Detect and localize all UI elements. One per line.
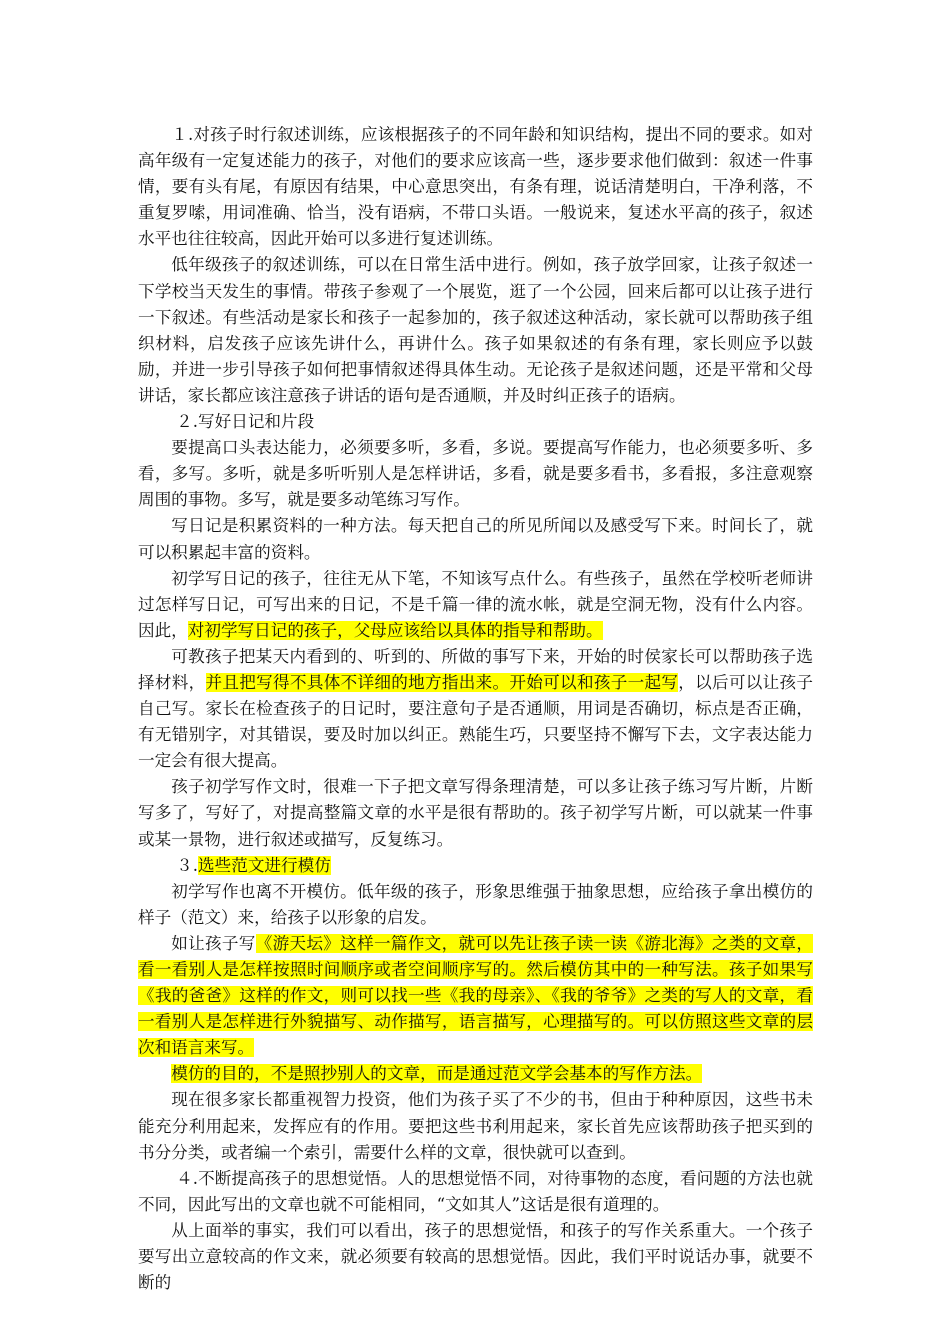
body-paragraph — [138, 879, 813, 931]
body-paragraph — [138, 644, 813, 774]
body-paragraph — [138, 1218, 813, 1296]
text-run: ３. — [176, 855, 199, 875]
section-heading-paragraph — [138, 1166, 813, 1218]
text-run: 从上面举的事实，我们可以看出，孩子的思想觉悟，和孩子的写作关系重大。一个孩子要写出立意较高的作文来，就必须要有较高的思想觉悟。因此，我们平时说话办事，就要不断的 — [138, 1220, 813, 1293]
section-heading-paragraph — [138, 409, 813, 435]
body-paragraph — [138, 1061, 813, 1087]
text-run: 初学写作也离不开模仿。低年级的孩子，形象思维强于抽象思想，应给孩子拿出模仿的样子（范文）来，给孩子以形象的启发。 — [138, 881, 813, 927]
text-run: 写日记是积累资料的一种方法。每天把自己的所见所闻以及感受写下来。时间长了，就可以积累起丰富的资料。 — [138, 516, 813, 562]
body-paragraph — [138, 122, 813, 252]
highlighted-text: 选些范文进行模仿 — [198, 855, 331, 875]
body-paragraph — [138, 1087, 813, 1165]
body-paragraph — [138, 566, 813, 644]
text-run: １.对孩子时行叙述训练，应该根据孩子的不同年龄和知识结构，提出不同的要求。如对高年级有一定复述能力的孩子，对他们的要求应该高一些，逐步要求他们做到：叙述一件事情，要有头有尾，有原因有结果，中心意思突出，有条有理，说话清楚明白，干净利落，不重复罗嗦，用词准确、恰当，没有语病，不带口头语。一般说来，复述水平高的孩子，叙述水平也往往较高，因此开始可以多进行复述训练。 — [138, 125, 813, 249]
text-run: 可教孩子把某天内看到的、听到的、所做的事写下来，开始的时侯家长可以帮助孩子选择材料， — [138, 646, 813, 692]
text-run: 孩子初学写作文时，很难一下子把文章写得条理清楚，可以多让孩子练习写片断，片断写多了，写好了，对提高整篇文章的水平是很有帮助的。孩子初学写片断，可以就某一件事或某一景物，进行叙述或描写，反复练习。 — [138, 777, 813, 849]
highlighted-text: 对初学写日记的孩子，父母应该给以具体的指导和帮助。 — [187, 620, 603, 640]
text-run: ，以后可以让孩子自己写。家长在检查孩子的日记时，要注意句子是否通顺，用词是否确切，标点是否正确，有无错别字，对其错误，要及时加以纠正。熟能生巧，只要坚持不懈写下去，文字表达能力一定会有很大提高。 — [138, 672, 814, 771]
body-paragraph — [138, 931, 813, 1061]
document-page — [138, 122, 813, 1296]
body-paragraph — [138, 435, 813, 513]
text-run: 如让孩子写 — [171, 933, 256, 953]
text-run: ２.写好日记和片段 — [176, 412, 315, 432]
highlighted-text: 并且把写得不具体不详细的地方指出来。开始可以和孩子一起写 — [205, 672, 679, 692]
text-run: ４.不断提高孩子的思想觉悟。人的思想觉悟不同，对待事物的态度，看问题的方法也就不同，因此写出的文章也就不可能相同，“文如其人”这话是很有道理的。 — [138, 1168, 813, 1214]
body-paragraph — [138, 252, 813, 409]
body-paragraph — [138, 774, 813, 852]
text-run: 初学写日记的孩子，往往无从下笔，不知该写点什么。有些孩子，虽然在学校听老师讲过怎样写日记，可写出来的日记，不是千篇一律的流水帐，就是空洞无物，没有什么内容。因此， — [138, 568, 813, 640]
text-run: 低年级孩子的叙述训练，可以在日常生活中进行。例如，孩子放学回家，让孩子叙述一下学校当天发生的事情。带孩子参观了一个展览，逛了一个公园，回来后都可以让孩子进行一下叙述。有些活动是家长和孩子一起参加的，孩子叙述这种活动，家长就可以帮助孩子组织材料，启发孩子应该先讲什么，再讲什么。孩子如果叙述的有条有理，家长则应予以鼓励，并进一步引导孩子如何把事情叙述得具体生动。无论孩子是叙述问题，还是平常和父母讲话，家长都应该注意孩子讲话的语句是否通顺，并及时纠正孩子的语病。 — [138, 255, 813, 405]
section-heading-paragraph — [138, 853, 813, 879]
body-paragraph — [138, 513, 813, 565]
highlighted-text: 模仿的目的，不是照抄别人的文章，而是通过范文学会基本的写作方法。 — [171, 1064, 703, 1084]
highlighted-text: 《游天坛》这样一篇作文，就可以先让孩子读一读《游北海》之类的文章，看一看别人是怎样按照时间顺序或者空间顺序写的。然后模仿其中的一种写法。孩子如果写《我的爸爸》这样的作文，则可以找一些《我的母亲》、《我的爷爷》之类的写人的文章，看一看别人是怎样进行外貌描写、动作描写，语言描写，心理描写的。可以仿照这些文章的层次和语言来写。 — [138, 933, 814, 1058]
text-run: 要提高口头表达能力，必须要多听，多看，多说。要提高写作能力，也必须要多听、多看，多写。多听，就是多听听别人是怎样讲话，多看，就是要多看书，多看报，多注意观察周围的事物。多写，就是要多动笔练习写作。 — [138, 438, 813, 510]
text-run: 现在很多家长都重视智力投资，他们为孩子买了不少的书，但由于种种原因，这些书未能充分利用起来，发挥应有的作用。要把这些书利用起来，家长首先应该帮助孩子把买到的书分分类，或者编一个索引，需要什么样的文章，很快就可以查到。 — [138, 1090, 813, 1162]
